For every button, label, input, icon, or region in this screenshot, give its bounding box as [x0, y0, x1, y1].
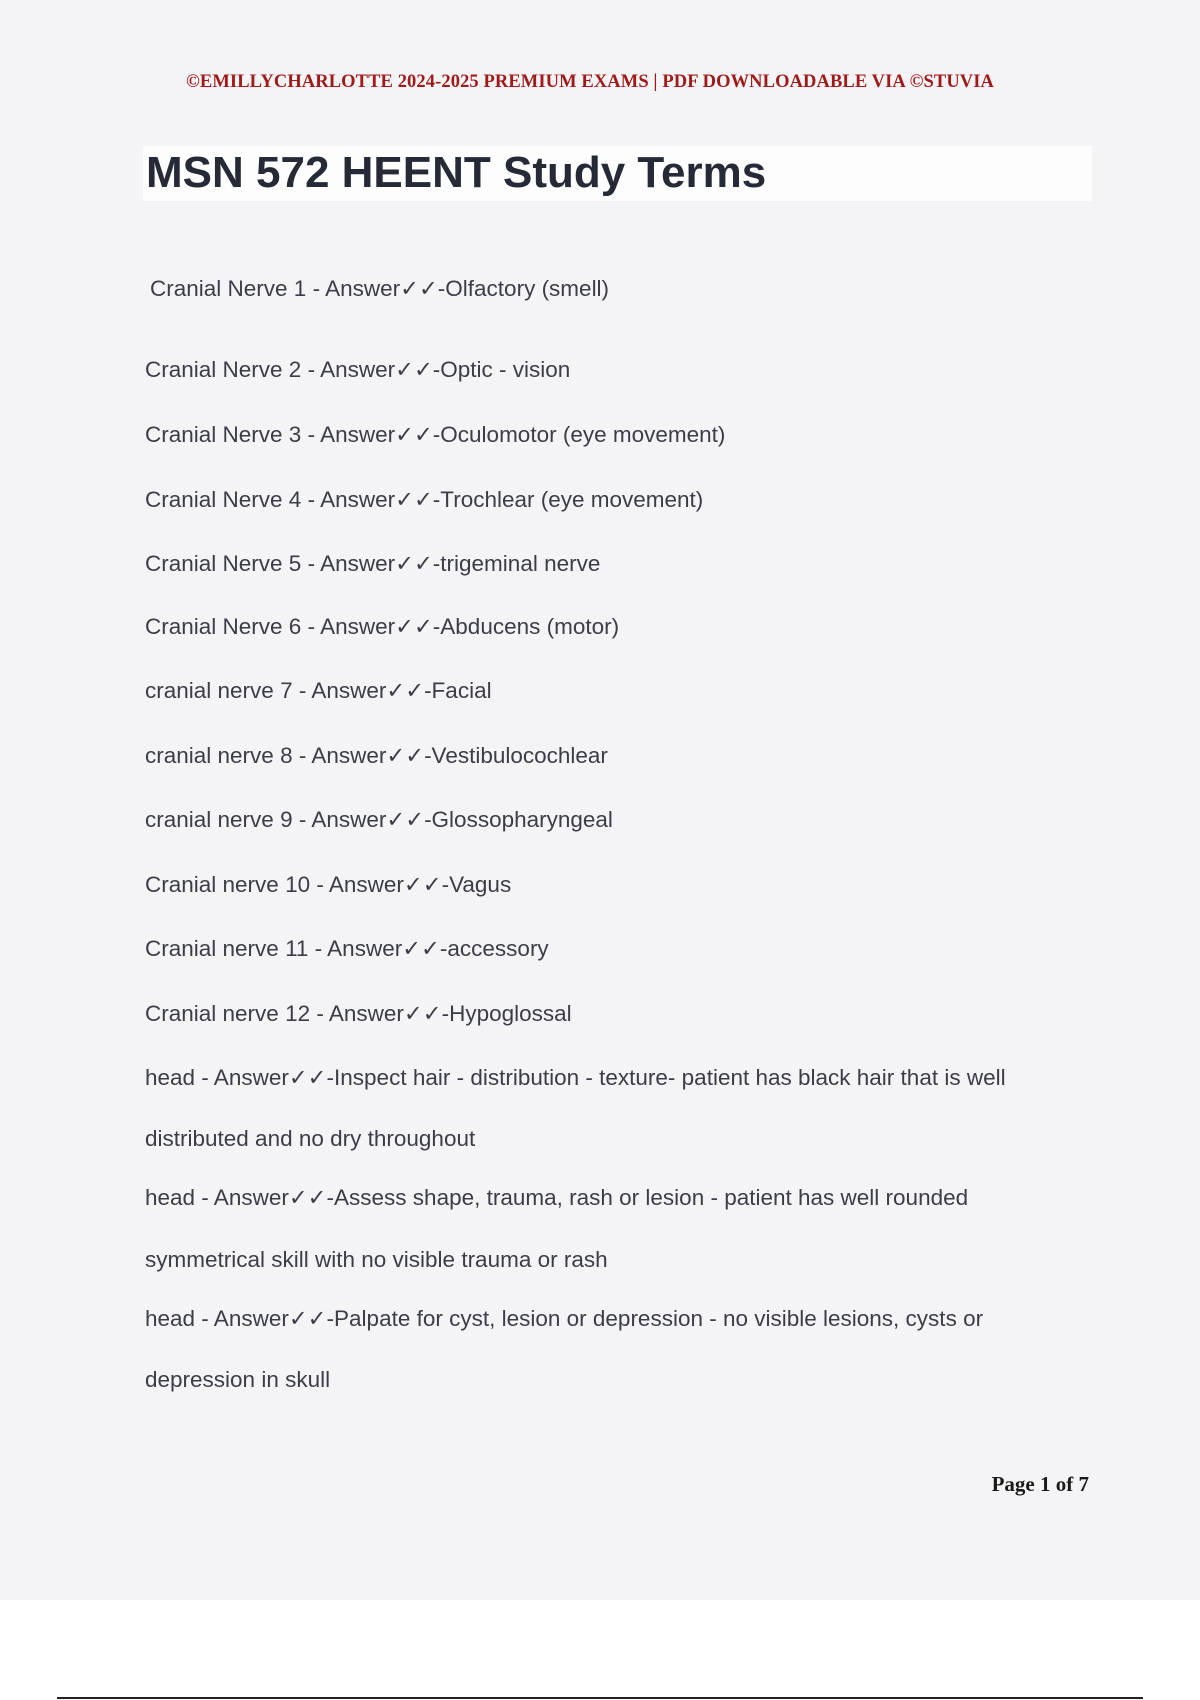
study-term-continuation: symmetrical skill with no visible trauma or rash [145, 1247, 608, 1272]
study-term: Cranial Nerve 6 - Answer✓✓-Abducens (motor) [145, 614, 620, 639]
page-gap [0, 1600, 1200, 1700]
study-term: head - Answer✓✓-Assess shape, trauma, rash or lesion - patient has well rounded [145, 1185, 969, 1210]
header-watermark: ©EMILLYCHARLOTTE 2024-2025 PREMIUM EXAMS | PDF DOWNLOADABLE VIA ©STUVIA [186, 72, 995, 92]
study-term: cranial nerve 8 - Answer✓✓-Vestibulocochlear [145, 743, 608, 768]
study-term: Cranial Nerve 3 - Answer✓✓-Oculomotor (eye movement) [145, 422, 726, 447]
page-number: Page 1 of 7 [991, 1472, 1089, 1496]
study-term: Cranial Nerve 4 - Answer✓✓-Trochlear (eye movement) [145, 487, 704, 512]
study-term: Cranial nerve 12 - Answer✓✓-Hypoglossal [145, 1001, 572, 1026]
study-term: head - Answer✓✓-Inspect hair - distribution - texture- patient has black hair that is well [145, 1065, 1006, 1090]
study-term: Cranial Nerve 5 - Answer✓✓-trigeminal nerve [145, 551, 601, 576]
page-title: MSN 572 HEENT Study Terms [146, 148, 767, 197]
study-term-continuation: depression in skull [145, 1367, 331, 1392]
study-term: Cranial Nerve 1 - Answer✓✓-Olfactory (smell) [150, 276, 610, 301]
study-term-continuation: distributed and no dry throughout [145, 1126, 476, 1151]
study-term: Cranial nerve 10 - Answer✓✓-Vagus [145, 872, 512, 897]
study-term: cranial nerve 9 - Answer✓✓-Glossopharyngeal [145, 807, 613, 832]
next-page-divider [57, 1697, 1143, 1699]
study-term: cranial nerve 7 - Answer✓✓-Facial [145, 678, 492, 703]
study-term: Cranial nerve 11 - Answer✓✓-accessory [145, 936, 549, 961]
study-term: head - Answer✓✓-Palpate for cyst, lesion or depression - no visible lesions, cysts or [145, 1306, 984, 1331]
study-term: Cranial Nerve 2 - Answer✓✓-Optic - vision [145, 357, 571, 382]
